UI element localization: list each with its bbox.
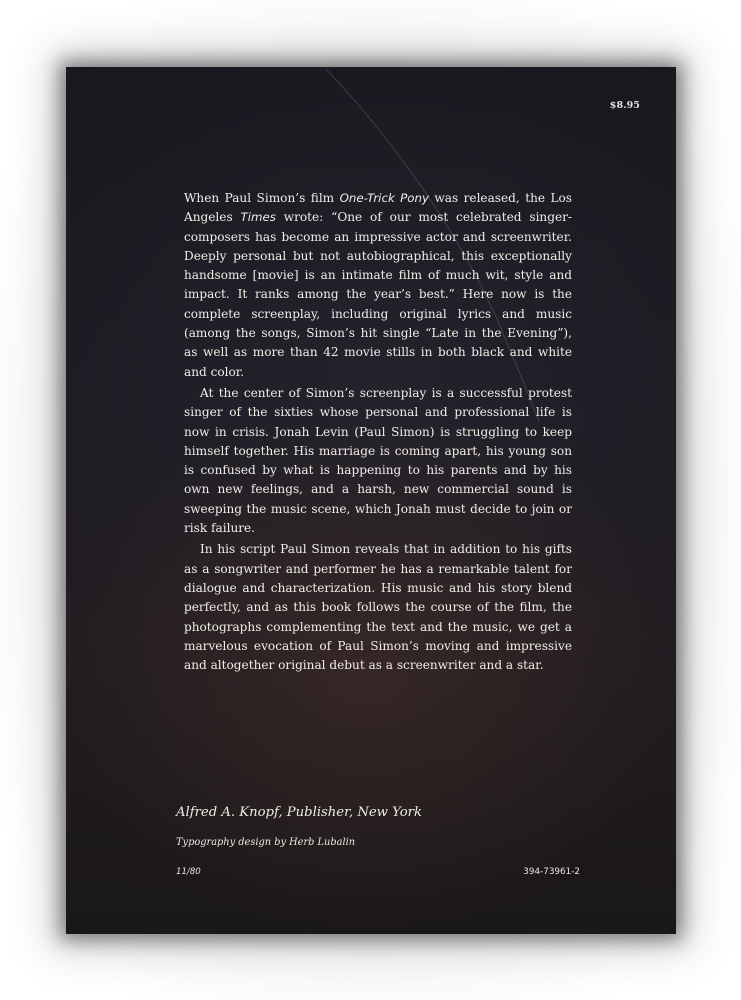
film-title: One-Trick Pony [339,191,429,205]
blurb-p1-segment-2: was released, the Los Angeles [184,191,572,225]
newspaper-name: Times [240,210,276,225]
blurb-p1-segment-3: wrote: “One of our most celebrated singer-composers has become an impressive actor and screenwriter. Deeply personal but not autobiographical, this exceptionally handsome [movie] is an intimate film of much wit, style and impact. It ranks among the year’s best.” Here now is the complete screenplay, including original lyrics and music (among the songs, Simon’s hit single “Late in the Evening”), as well as more than 42 movie stills in both black and white and color. [184,210,572,379]
book-back-cover [66,67,676,934]
price-label: $8.95 [609,100,640,111]
catalog-code: 11/80 [176,867,201,877]
publisher-line: Alfred A. Knopf, Publisher, New York [176,805,422,820]
blurb-paragraph-2: At the center of Simon’s screenplay is a successful protest singer of the sixties whose personal and professional life is now in crisis. Jonah Levin (Paul Simon) is struggling to keep himself together. His marriage is coming apart, his young son is confused by what is happening to his parents and by his own new feelings, and a harsh, new commercial sound is sweeping the music scene, which Jonah must decide to join or risk failure. [184,385,572,536]
blurb-paragraph-1 [184,189,572,382]
isbn-number: 394-73961-2 [523,867,580,877]
blurb-p1-segment-1: When Paul Simon’s film [184,191,340,205]
blurb-paragraph-3: In his script Paul Simon reveals that in addition to his gifts as a songwriter and performer he has a remarkable talent for dialogue and characterization. His music and his story blend perfectly, and as this book follows the course of the film, the photographs complementing the text and the music, we get a marvelous evocation of Paul Simon’s moving and impressive and altogether original debut as a screenwriter and a star. [184,542,572,673]
blurb-text [184,189,572,675]
typography-credit: Typography design by Herb Lubalin [176,837,356,848]
